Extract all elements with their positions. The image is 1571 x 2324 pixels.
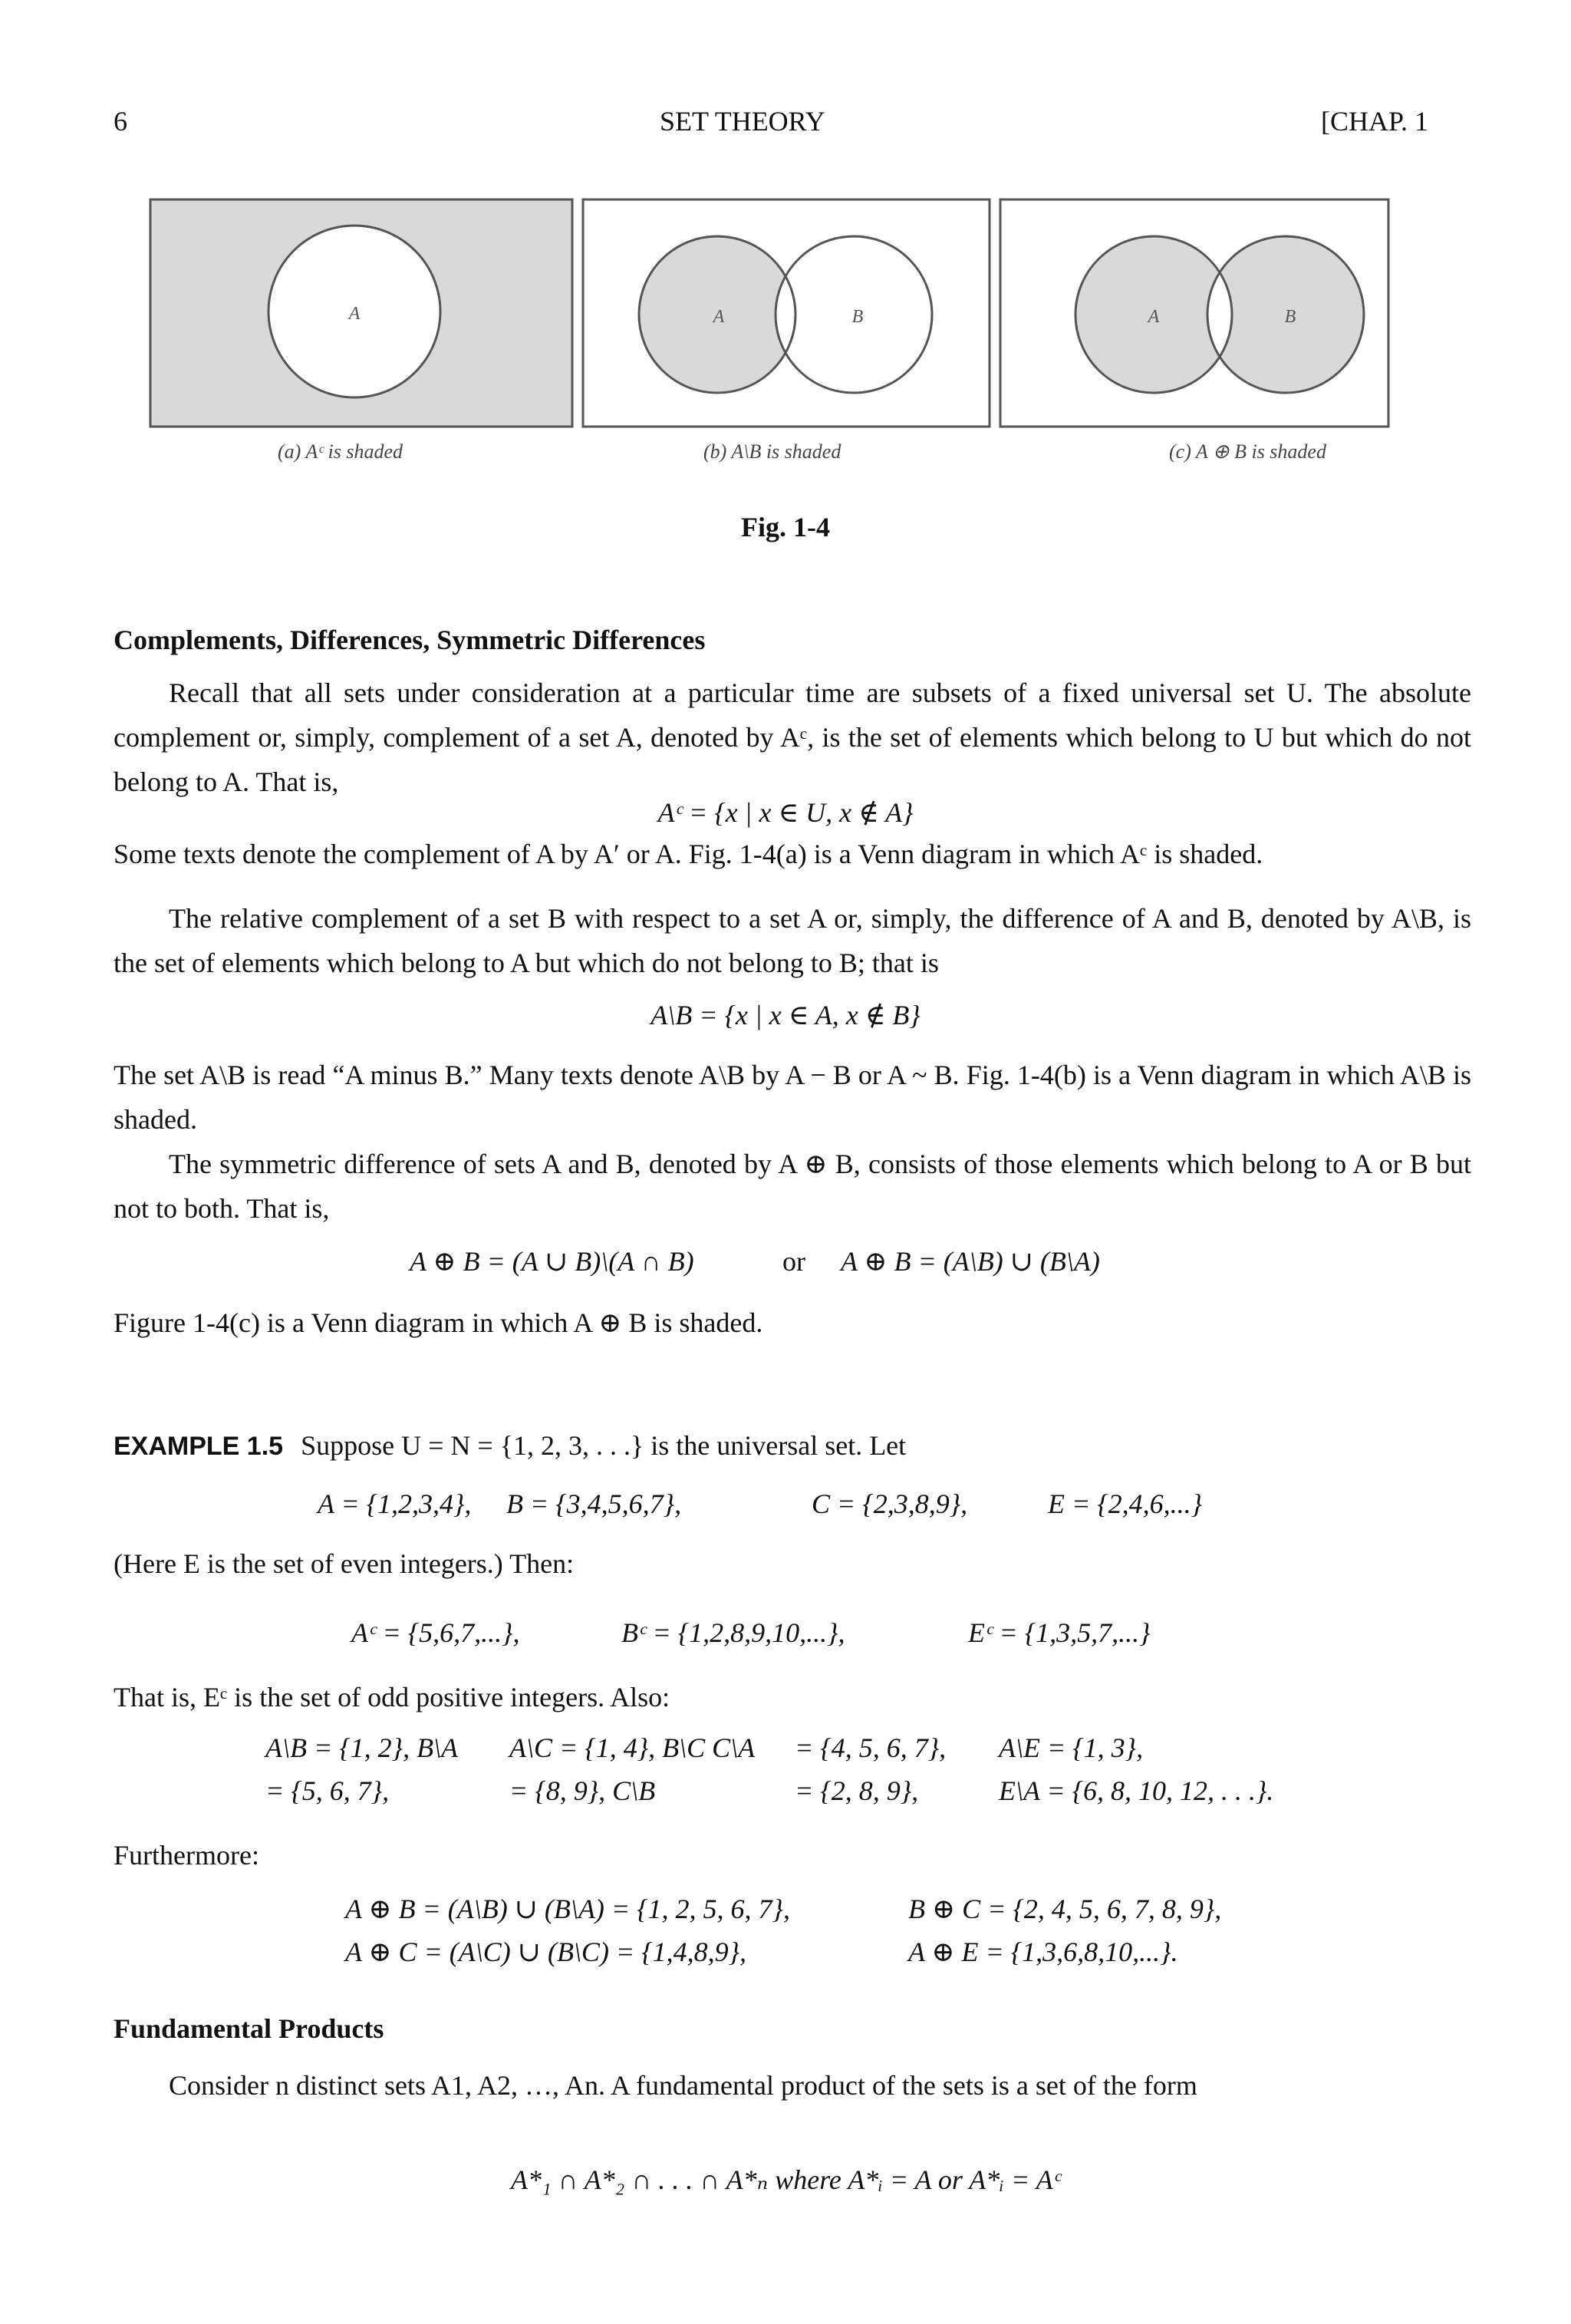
formula-fundamental-product: A*₁ ∩ A*₂ ∩ . . . ∩ A*ₙ where A*ᵢ = A or A*ᵢ = Aᶜ [510,2164,1061,2195]
paragraph-complement-notation: Some texts denote the complement of A by A′ or A. Fig. 1-4(a) is a Venn diagram in which Aᶜ is shaded. [114,839,1263,869]
paragraph-figure-c: Figure 1-4(c) is a Venn diagram in which A ⊕ B is shaded. [114,1307,763,1338]
running-title: SET THEORY [660,106,825,137]
caption-c: (c) A ⊕ B is shaded [1169,440,1326,463]
venn-diagrams [149,198,1392,474]
label-a: A [348,304,361,324]
example-line [114,1429,906,1463]
label-c-left: A [1148,307,1160,327]
example-here: (Here E is the set of even integers.) Then: [114,1548,575,1579]
section-heading-complements: Complements, Differences, Symmetric Differences [114,625,706,655]
figure-title: Fig. 1-4 [741,512,830,542]
complement-b: Bᶜ = {1,2,8,9,10,...}, [621,1617,845,1648]
diff-r1-c3: = {4, 5, 6, 7}, [795,1732,947,1763]
example-intro: Suppose U = N = {1, 2, 3, . . .} is the universal set. Let [301,1430,907,1461]
paragraph-absolute-complement: Recall that all sets under consideration at a particular time are subsets of a fixed universal set U. The absolute complement or, simply, complement of a set A, denoted by Aᶜ, is the set of elements which belong to U but which do not belong to A. That is, [114,677,1471,797]
paragraph-fundamental-product: Consider n distinct sets A1, A2, …, An. A fundamental product of the sets is a set of the form [169,2070,1197,2101]
set-b: B = {3,4,5,6,7}, [506,1488,682,1519]
venn-a [150,199,572,427]
sym-r2-c2: A ⊕ E = {1,3,6,8,10,...}. [908,1937,1178,1967]
section-heading-fundamental-products: Fundamental Products [114,2013,384,2044]
paragraph-relative-complement: The relative complement of a set B with respect to a set A or, simply, the difference of A and B, denoted by A\B, is the set of elements which belong to A but which do not belong to B; that is [114,903,1471,978]
set-e: E = {2,4,6,...} [1048,1488,1203,1519]
sym-r1-c1: A ⊕ B = (A\B) ∪ (B\A) = {1, 2, 5, 6, 7}, [345,1894,790,1924]
diff-r2-c2: = {8, 9}, C\B [509,1775,656,1806]
formula-complement: Aᶜ = {x | x ∈ U, x ∉ A} [657,797,914,828]
caption-b: (b) A\B is shaded [703,440,841,463]
chapter-label: [CHAP. 1 [1321,106,1429,137]
diff-r2-c3: = {2, 8, 9}, [795,1775,919,1806]
venn-c [1000,199,1388,427]
example-that-is: That is, Eᶜ is the set of odd positive integers. Also: [114,1682,670,1713]
formula-or: or [782,1246,805,1277]
caption-a: (a) Aᶜ is shaded [278,440,403,463]
example-furthermore: Furthermore: [114,1840,259,1871]
label-c-right: B [1284,307,1296,327]
set-c: C = {2,3,8,9}, [812,1488,968,1519]
diff-r1-c2: A\C = {1, 4}, B\C C\A [509,1732,756,1763]
paragraph-minus: The set A\B is read “A minus B.” Many texts denote A\B by A − B or A ~ B. Fig. 1-4(b) is a Venn diagram in which A\B is shaded. [114,1060,1471,1135]
diff-r2-c1: = {5, 6, 7}, [265,1775,390,1806]
diff-r1-c1: A\B = {1, 2}, B\A [265,1732,459,1763]
page-number: 6 [114,106,127,137]
diff-r1-c4: A\E = {1, 3}, [999,1732,1144,1763]
label-b-left: A [713,307,725,327]
sym-r2-c1: A ⊕ C = (A\C) ∪ (B\C) = {1,4,8,9}, [345,1937,747,1967]
paragraph-symmetric-difference: The symmetric difference of sets A and B, denoted by A ⊕ B, consists of those elements which belong to A or B but not to both. That is, [114,1149,1471,1224]
example-label: EXAMPLE 1.5 [114,1432,284,1461]
diff-r2-c4: E\A = {6, 8, 10, 12, . . .}. [999,1775,1274,1806]
complement-a: Aᶜ = {5,6,7,...}, [351,1617,520,1648]
set-a: A = {1,2,3,4}, [318,1488,472,1519]
sym-r1-c2: B ⊕ C = {2, 4, 5, 6, 7, 8, 9}, [908,1894,1222,1924]
formula-symdiff-1: A ⊕ B = (A ∪ B)\(A ∩ B) [410,1246,694,1277]
label-b-right: B [851,307,864,327]
venn-figure [149,198,1392,474]
formula-difference: A\B = {x | x ∈ A, x ∉ B} [650,1000,921,1030]
venn-b [583,199,990,427]
complement-e: Eᶜ = {1,3,5,7,...} [968,1617,1151,1648]
formula-symdiff-2: A ⊕ B = (A\B) ∪ (B\A) [841,1246,1100,1277]
